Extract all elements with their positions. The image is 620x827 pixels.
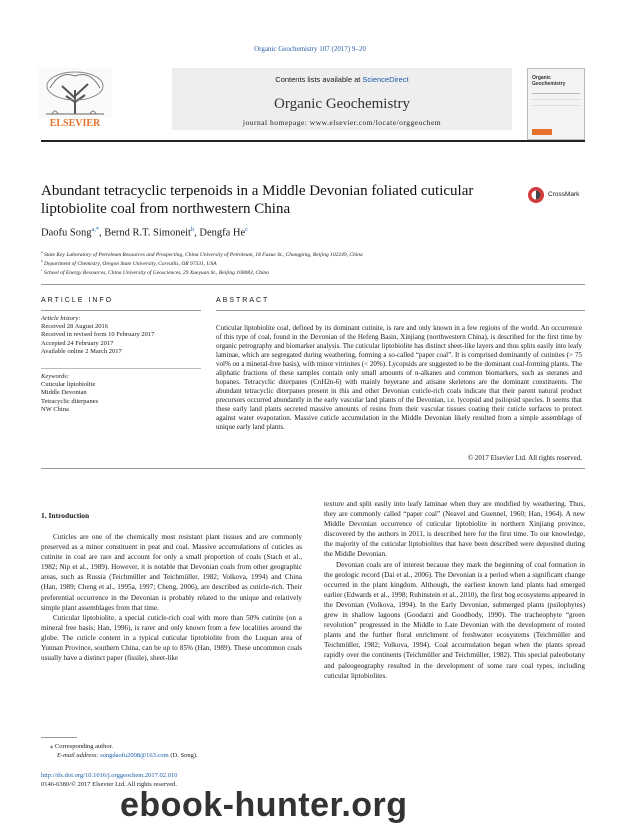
left-column: [41, 532, 302, 663]
history-label: Article history:: [41, 315, 81, 322]
author-1-affil[interactable]: a,*: [91, 226, 99, 233]
author-1[interactable]: Daofu Song: [41, 227, 92, 239]
homepage-link[interactable]: www.elsevier.com/locate/orggeochem: [309, 118, 442, 127]
article-history: [41, 315, 206, 356]
author-3-affil[interactable]: c: [245, 226, 248, 233]
footnote-corresponding: ⁎ Corresponding author.: [50, 743, 114, 750]
affiliation-rule: [41, 284, 585, 285]
affiliation-a-text: State Key Laboratory of Petroleum Resources and Prospecting, China University of Petroleum, 18 Fuxue St., Changping, Beijing 102249, China: [44, 251, 363, 258]
crossmark-icon: [527, 186, 545, 204]
author-2-affil[interactable]: b: [190, 226, 195, 233]
affiliation-b-text: Department of Chemistry, Oregon State University, Corvallis, OR 97331, USA: [44, 260, 217, 267]
abstract-copyright: © 2017 Elsevier Ltd. All rights reserved.: [467, 454, 582, 462]
contents-prefix: Contents lists available at: [275, 75, 363, 84]
affiliation-c: [41, 266, 581, 277]
doi-link[interactable]: http://dx.doi.org/10.1016/j.orggeochem.2017.02.010: [41, 772, 178, 779]
history-online: Available online 2 March 2017: [41, 347, 122, 355]
article-title: Abundant tetracyclic terpenoids in a Middle Devonian foliated cuticular liptobiolite coal from northwestern China: [41, 183, 474, 217]
journal-citation[interactable]: Organic Geochemistry 107 (2017) 9–20: [254, 45, 366, 53]
right-paragraph-2: Devonian coals are of interest because they mark the beginning of coal formation in the geologic record (Dai et al., 2006). The Devonian is a period when a significant change occurred in the plant kingdom. Although, the earliest known land plants had emerged earlier (Edwards et al., 1998; Rubinstein et al., 2010), the first bog ecosystems appeared in the Devonian (Volkova, 1994). In the Early Devonian, submerged plants (psilophytes) grew in shallow lagoons (Goodarzi and Goodbody, 1990). The tracheophyte “green revolution” progressed in the Middle to Late Devonian with the development of rooted plants and the further floral enrichment of freshwater ecosystems (Teichmüller and Teichmüller, 1982; Volkova, 1994). Coal accumulation began when the plants spread rapidly over the continents (Teichmüller and Teichmüller, 1982). This special paleobotany and paleogeography resulted in the development of some rare coal types, including cuticular liptobiolites.: [324, 560, 585, 680]
contents-availability: [172, 75, 512, 84]
header-rule: [41, 140, 585, 142]
section-heading-introduction: 1. Introduction: [41, 511, 90, 520]
keywords-rule: [41, 368, 201, 369]
right-paragraph-1: texture and split easily into leafy laminae when they are modified by weathering. Thus, they are commonly called “paper coal” (Neavel and Guennel, 1960; Han, 1964). A new Middle Devonian occurrence of cuticular liptobiolite in northern Xinjiang province, discovered by the authors in 2011, is described here for the first time. To our knowledge, the majority of the cuticular liptobiolites that have been described were deposited during the Middle Devonian.: [324, 500, 585, 559]
left-paragraph-2: Cuticular liptobiolite, a special cuticle-rich coal with more than 50% cutinite (on a mineral free basis; Han, 1996), is rarer and only known from a few localities around the globe. The cuticle content in a typical cuticular liptobiolite from the Luquan area of Yunnan Province, southern China, can be up to 85% (Han, 1989). These uncommon coals usually have a distinct paper (fissile), sheet-like: [41, 613, 302, 663]
keyword-4: NW China: [41, 405, 69, 413]
email-label: E-mail address:: [57, 752, 101, 759]
journal-cover-thumbnail: [527, 68, 585, 140]
author-3[interactable]: Dengfa He: [199, 227, 246, 239]
email-suffix: (D. Song).: [168, 752, 198, 759]
keyword-1: Cuticular liptobiolite: [41, 381, 96, 389]
homepage-prefix: journal homepage:: [242, 118, 310, 127]
watermark-text: ebook-hunter.org: [120, 786, 408, 824]
journal-homepage: [172, 118, 512, 127]
history-revised: Received in revised form 10 February 2017: [41, 331, 155, 339]
article-info-heading: ARTICLE INFO: [41, 297, 114, 304]
crossmark-label: CrossMark: [548, 191, 580, 198]
keyword-2: Middle Devonian: [41, 389, 87, 397]
cover-title: Organic Geochemistry: [532, 75, 566, 87]
keywords-label: Keywords:: [41, 373, 69, 380]
abstract-bottom-rule: [41, 468, 585, 469]
right-column: [324, 499, 585, 681]
abstract-heading: ABSTRACT: [216, 297, 270, 304]
affiliation-b-marker: b: [41, 259, 43, 263]
footnote-rule: [41, 737, 77, 738]
author-list: Daofu Song$^{a,*}$, Bernd R.T. Simoneit$^b$, Dengfa He$^c$: [41, 226, 248, 239]
left-paragraph-1: Cuticles are one of the chemically most resistant plant tissues and are commonly preserved as a minor constituent in peat and coal. Massive accumulations of cuticles as cutinite in coal are rare and account for only a small proportion of coals (Stach et al., 1982; Nip et al., 1989). However, it is notable that Devonian coals from other geographic areas, such as Russia (Teichmüller and Teichmüller, 1982; Volkova, 1994) and China (Han, 1989; Cheng et al., 1995a, 1997; Cheng, 2006), are described as cuticle-rich. Their preferential occurrence in the Devonian is probably related to the unique and relatively simple plant assemblages from that time.: [41, 533, 302, 612]
affiliation-c-marker: c: [41, 268, 43, 272]
author-2[interactable]: Bernd R.T. Simoneit: [104, 227, 191, 239]
affiliation-a-marker: a: [41, 250, 43, 254]
affiliation-c-text: School of Energy Resources, China University of Geosciences, 29 Xueyuan St., Beijing 100083, China: [43, 269, 269, 276]
journal-title: Organic Geochemistry: [274, 96, 410, 112]
article-info-rule: [41, 310, 201, 311]
publisher-name: ELSEVIER: [49, 118, 101, 129]
keyword-3: Tetracyclic diterpanes: [41, 397, 99, 405]
footnote-email: [57, 752, 307, 760]
history-accepted: Accepted 24 February 2017: [41, 339, 114, 347]
sciencedirect-link[interactable]: ScienceDirect: [362, 75, 409, 84]
abstract-text: Cuticular liptobiolite coal, defined by its dominant cutinite, is rare and only known in a few regions of the world. An occurrence of this type of coal, found in the Devonian of the Hefeng Basin, Xinjiang (northwestern China), is described for the first time by organic petrography and biomarker analysis. The cuticular liptobiolite has distinct sheet-like layers and thus splits easily into leafy laminae, which are segregated during weathering, forming a so-called “paper coal”. It is comprised dominantly of cutinites (> 75 vol% on a mineral-free basis), with minor vitrinites (< 20%). Lycopsids are suggested to be the dominant coal-forming plants. The aliphatic fractions of these samples contain only small amounts of n-alkanes and common biomarkers, such as steranes and hopanes. Tetracyclic diterpanes (CnH2n-6) with mainly beyerane and atisane skeletons are the dominant constituents. The abundant tetracyclic diterpanes present in this and other Devonian cuticle-rich coals indicate that their parent natural product precursors occurred abundantly in the early vascular land plants of the Devonian, i.e. lycopsid and psilopsid species. It seems that these early land plants secreted massive amounts of resins from their vascular tissues coating their cuticle surfaces to protect against water evaporation. Massive cuticle accumulation in the Middle Devonian likely resulted from a simple assemblage of unique early land plants.: [216, 324, 582, 431]
crossmark-badge[interactable]: [527, 186, 587, 206]
history-received: Received 28 August 2016: [41, 323, 108, 331]
email-link[interactable]: songdaofu2008@163.com: [100, 752, 169, 759]
abstract-rule: [216, 310, 585, 311]
keywords: [41, 373, 206, 414]
issn-line: 0146-6380/© 2017 Elsevier Ltd. All rights reserved.: [41, 781, 177, 788]
elsevier-logo: [38, 68, 112, 130]
